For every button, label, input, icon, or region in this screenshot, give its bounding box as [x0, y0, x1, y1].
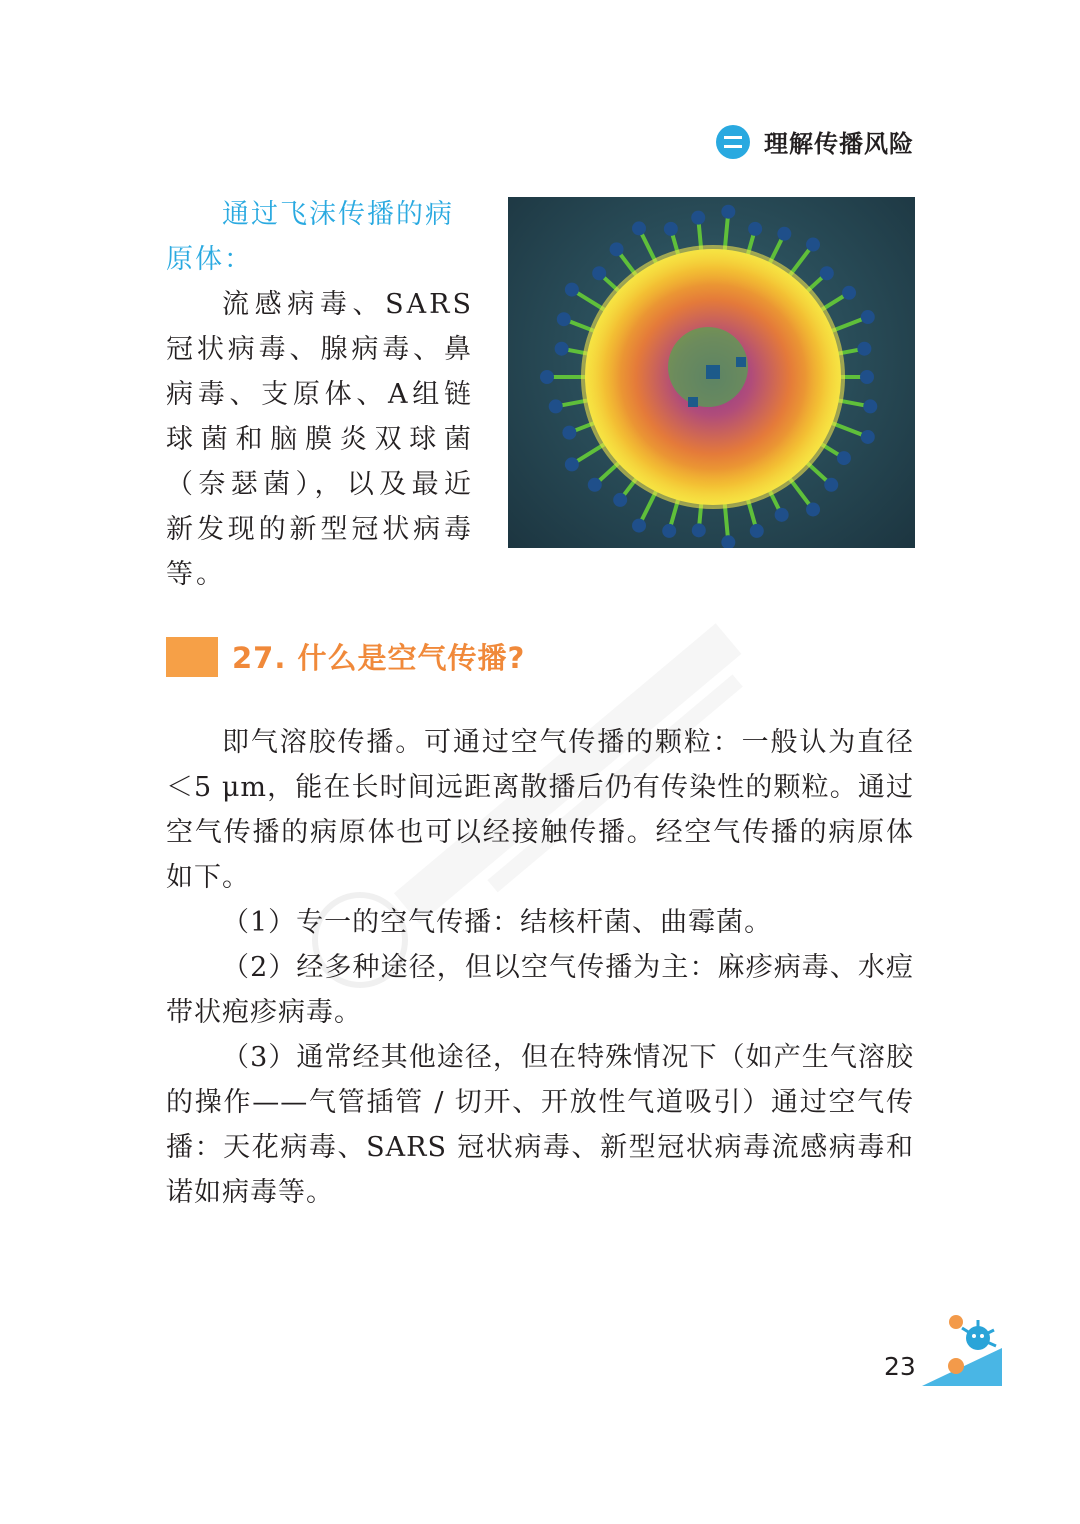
- body-paragraph: （2）经多种途径，但以空气传播为主：麻疹病毒、水痘带状疱疹病毒。: [166, 952, 914, 1028]
- section-title: 27. 什么是空气传播?: [232, 641, 526, 675]
- virus-mascot-icon: [912, 1308, 1002, 1388]
- section-marker: [166, 637, 218, 677]
- chapter-header: [716, 124, 914, 159]
- virus-illustration: [508, 197, 915, 548]
- droplet-pathogens-list: 流感病毒、SARS冠状病毒、腺病毒、鼻病毒、支原体、A组链球菌和脑膜炎双球菌（奈瑟菌），以及最近新发现的新型冠状病毒等。: [166, 289, 474, 590]
- section-heading: [166, 636, 525, 677]
- body-paragraph: 即气溶胶传播。可通过空气传播的颗粒：一般认为直径＜5 μm，能在长时间远距离散播后仍有传染性的颗粒。通过空气传播的病原体也可以经接触传播。经空气传播的病原体如下。: [166, 727, 914, 893]
- chapter-number-badge: [716, 125, 750, 159]
- chapter-title: 理解传播风险: [764, 130, 914, 158]
- droplet-pathogens-heading: 通过飞沫传播的病原体：: [166, 199, 454, 275]
- droplet-pathogens-block: [166, 192, 474, 597]
- body-paragraph: （3）通常经其他途径，但在特殊情况下（如产生气溶胶的操作——气管插管 / 切开、开放性气道吸引）通过空气传播：天花病毒、SARS 冠状病毒、新型冠状病毒流感病毒和诺如病毒等。: [166, 1042, 914, 1208]
- page-number: 23: [884, 1352, 916, 1381]
- body-paragraph: （1）专一的空气传播：结核杆菌、曲霉菌。: [222, 907, 773, 938]
- airborne-transmission-body: [166, 720, 914, 1215]
